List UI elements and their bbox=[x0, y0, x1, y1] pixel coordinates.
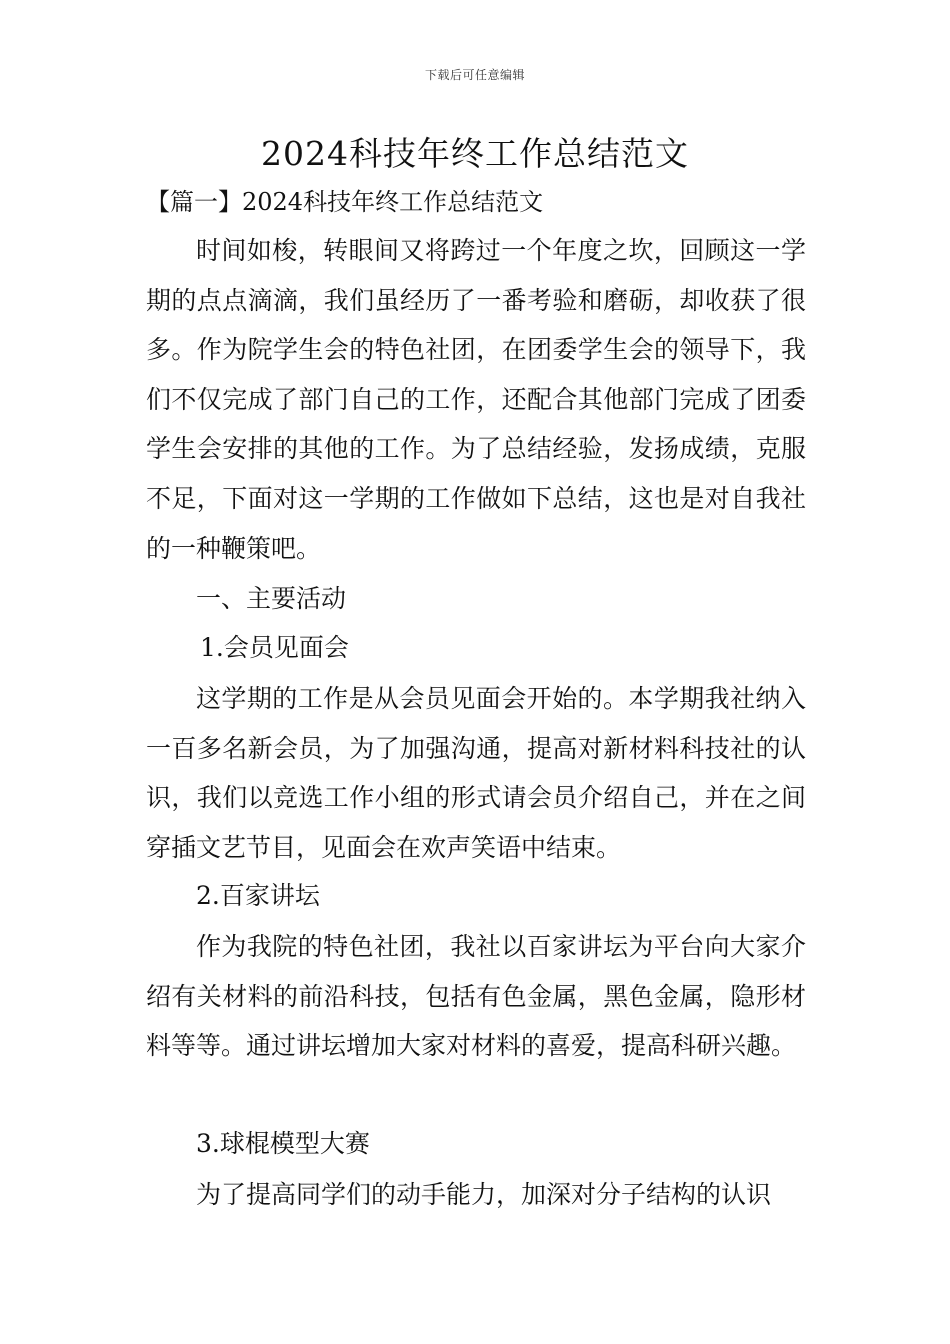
section-label: 【篇一】2024科技年终工作总结范文 bbox=[146, 188, 544, 216]
intro-paragraph: 时间如梭，转眼间又将跨过一个年度之坎，回顾这一学期的点点滴滴，我们虽经历了一番考验和磨砺，却收获了很多。作为院学生会的特色社团，在团委学生会的领导下，我们不仅完成了部门自己的工作，还配合其他部门完成了团委学生会安排的其他的工作。为了总结经验，发扬成绩，克服不足，下面对这一学期的工作做如下总结，这也是对自我社的一种鞭策吧。 bbox=[146, 236, 806, 563]
header-note: 下载后可任意编辑 bbox=[424, 68, 525, 82]
heading-main-activities: 一、主要活动 bbox=[196, 584, 347, 613]
heading-model-contest: 3.球棍模型大赛 bbox=[196, 1129, 370, 1158]
heading-member-meeting: 1.会员见面会 bbox=[200, 633, 349, 662]
paragraph-member-meeting: 这学期的工作是从会员见面会开始的。本学期我社纳入一百多名新会员，为了加强沟通，提高对新材料科技社的认识，我们以竞选工作小组的形式请会员介绍自己，并在之间穿插文艺节目，见面会在欢声笑语中结束。 bbox=[146, 684, 806, 862]
heading-lecture-forum: 2.百家讲坛 bbox=[196, 881, 320, 910]
paragraph-lecture-forum: 作为我院的特色社团，我社以百家讲坛为平台向大家介绍有关材料的前沿科技，包括有色金属，黑色金属，隐形材料等等。通过讲坛增加大家对材料的喜爱，提高科研兴趣。 bbox=[146, 932, 806, 1061]
paragraph-model-contest: 为了提高同学们的动手能力，加深对分子结构的认识 bbox=[196, 1180, 772, 1209]
document-title: 2024科技年终工作总结范文 bbox=[261, 134, 689, 173]
